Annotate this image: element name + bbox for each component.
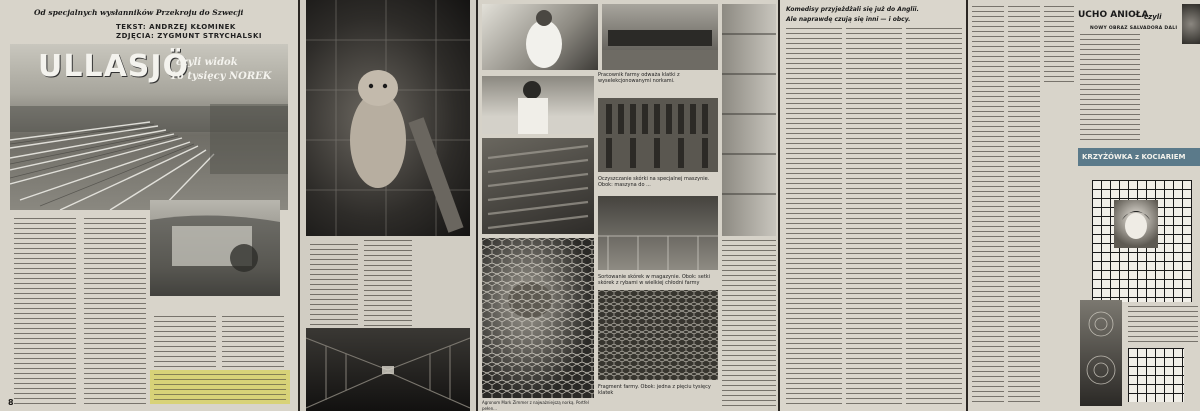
keeper-caption: Agronom Mark Zimmer z najważniejszą norką. Portfel pełen...	[482, 400, 589, 411]
dali-body	[1080, 34, 1140, 144]
page2-body-col2	[364, 240, 412, 330]
fur-worker-photo	[482, 76, 594, 134]
page-kicker: Od specjalnych wysłanników Przekroju do Szwecji	[34, 8, 244, 17]
page4-body-col1	[786, 28, 842, 406]
cage-photo	[482, 238, 594, 398]
highlight-box	[150, 370, 290, 404]
page3-body-col	[722, 240, 776, 406]
page4-body-col3	[906, 28, 962, 406]
fur-handler-illustration	[482, 76, 594, 134]
article-body-col5	[222, 316, 284, 368]
credits-text: TEKST: ANDRZEJ KŁOMINEK	[116, 23, 236, 31]
worker-caption: Pracownik farmy odważa klatki z wyselekcjonowanymi norkami.	[598, 72, 680, 84]
storage-photo	[598, 196, 718, 270]
crossword-title: KRZYŻÓWKA z KOCIARIEM	[1082, 153, 1186, 161]
page5-body-col1	[972, 6, 1004, 406]
dali-subtitle: NOWY OBRAZ SALVADORA DALI	[1090, 26, 1178, 31]
woman-portrait-illustration	[1114, 200, 1158, 248]
storage-hall-illustration	[598, 196, 718, 270]
crossword-portrait	[1114, 200, 1158, 248]
page5-body-col3	[1044, 6, 1074, 86]
shelves-photo	[722, 4, 776, 236]
dali-title-suffix: czyli	[1144, 13, 1162, 21]
page4-body-col2	[846, 28, 902, 406]
page-farm-photos	[478, 0, 778, 411]
page-right	[968, 0, 1200, 411]
article-body-col2	[84, 218, 146, 404]
furs-rack-photo	[598, 98, 718, 172]
skins-illustration	[482, 138, 594, 234]
dali-second-image	[1080, 300, 1122, 406]
storage-caption: Sortowanie skórek w magazynie. Obok: setki skórek z rybami w wielkiej chłodni farmy	[598, 274, 711, 286]
crossword-clues	[1128, 306, 1198, 344]
furs-rack-illustration	[598, 98, 718, 172]
worker-illustration	[482, 4, 598, 70]
page2-body-col1	[310, 244, 358, 330]
car-interior-illustration	[150, 200, 280, 296]
crossword-banner	[1078, 148, 1200, 166]
tunnel-photo	[306, 328, 470, 411]
article-title: ULLASJÖ	[38, 49, 190, 84]
page-number: 8	[8, 398, 14, 407]
page5-body-col2	[1008, 6, 1040, 406]
page4-headline-2: Ale naprawdę czują się inni — i obcy.	[786, 16, 911, 23]
dali-title: UCHO ANIOŁA	[1078, 10, 1149, 20]
machine-illustration	[602, 4, 718, 70]
worker-photo	[482, 4, 598, 70]
mink-standing-photo	[306, 0, 470, 236]
credits-photo: ZDJĘCIA: ZYGMUNT STRYCHALSKI	[116, 32, 262, 40]
mini-crossword	[1128, 348, 1184, 402]
page-left	[0, 0, 298, 411]
article-body-col4	[154, 316, 216, 368]
cage-caption: Fragment farmy. Obok: jedna z pięciu tysięcy klatek	[598, 384, 711, 396]
dali-painting	[1182, 4, 1200, 44]
skins-photo	[482, 138, 594, 234]
mink-illustration	[306, 0, 470, 236]
wire-cage-illustration	[482, 238, 594, 398]
cages-photo	[598, 290, 718, 380]
car-photo-caption	[158, 300, 278, 310]
shed-tunnel-illustration	[306, 328, 470, 411]
cages-illustration	[598, 290, 718, 380]
page-mink-photos	[300, 0, 476, 411]
cleaning-caption: Oczyszczanie skórki na specjalnej maszynie. Obok: maszyna do ...	[598, 176, 710, 188]
article-body-col1	[14, 218, 76, 404]
machine-photo	[602, 4, 718, 70]
page-text-column	[780, 0, 966, 411]
shelves-illustration	[722, 4, 776, 236]
ornament-illustration	[1080, 300, 1122, 406]
article-subtitle-1: czyli widok	[176, 57, 238, 68]
page4-headline-1: Komedisy przyjeżdżali się już do Anglii.	[786, 6, 919, 13]
article-subtitle-2: 16 tysięcy NOREK	[170, 71, 272, 82]
car-window-photo	[150, 200, 280, 296]
